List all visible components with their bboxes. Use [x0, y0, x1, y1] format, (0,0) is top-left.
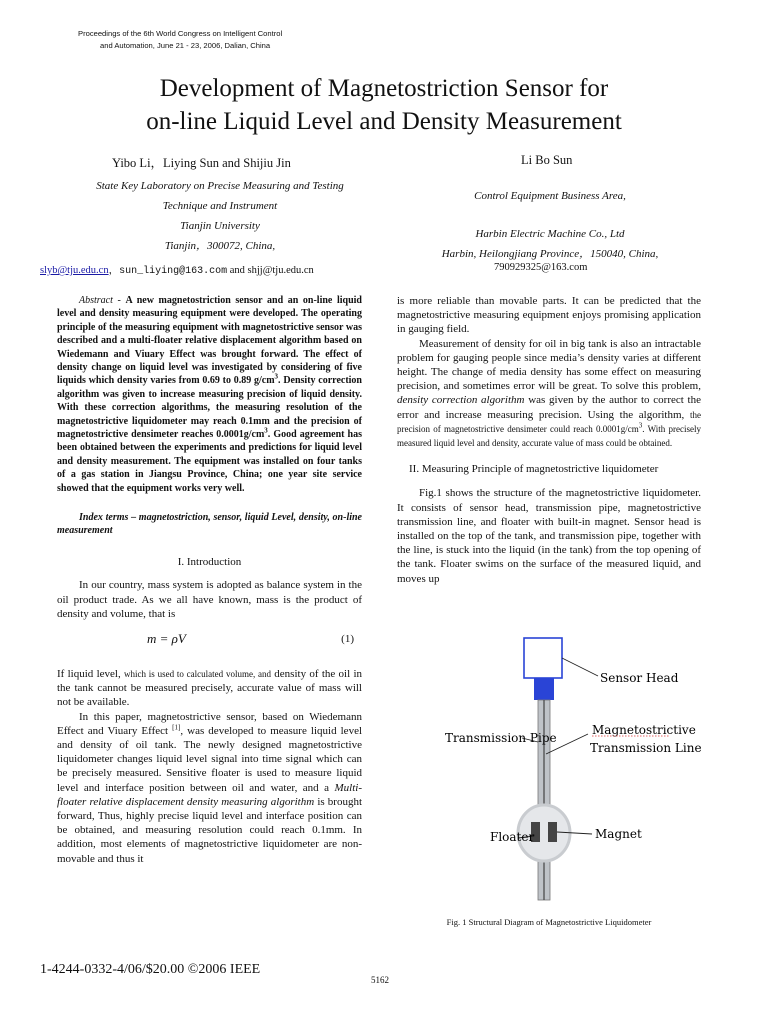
intro-p2-b: density of the oil in the tank cannot be measured precisely, accurate value of mass will not be available.	[57, 667, 363, 709]
sensor-head-box	[524, 638, 562, 678]
section-1-heading: I. Introduction	[177, 556, 242, 569]
label-magnetostrictive-1: Magnetostrictive	[592, 723, 696, 737]
equation-block	[57, 621, 362, 661]
intro-p3-b: , was developed to measure liquid level and density of oil tank. The newly designed magnetostrictive liquidometer changes liquid level signal into time signal which can be precisely measured. Sensitive floater is used to measure liquid level and interface position between oil and water, and a	[57, 724, 363, 794]
page-number: 5162	[371, 975, 389, 985]
affiliation-left-line-2: Technique and Instrument	[162, 200, 278, 212]
affiliation-left-line-3: Tianjin University	[180, 220, 260, 232]
section-2-heading: II. Measuring Principle of magnetostrictive liquidometer	[409, 463, 659, 476]
intro-p2-a: If liquid level,	[57, 667, 125, 680]
emails-left	[40, 262, 314, 277]
figure-1-caption: Fig. 1 Structural Diagram of Magnetostrictive Liquidometer	[446, 917, 652, 927]
liquidometer-diagram	[400, 628, 710, 913]
index-terms: Index terms – magnetostriction, sensor, liquid Level, density, on-line measurement	[57, 512, 362, 537]
right-p2-italic: density correction algorithm	[397, 394, 525, 407]
abstract-text-b: . Density correction algorithm was given to increase measuring precision of liquid density. With these correction algorithms, the measuring resolution of the magnetostrictive liquidometer may reach 0.1mm and the precision of magnetostrictive densimeter reaches 0.0001g/cm	[57, 375, 362, 441]
left-column	[57, 294, 362, 866]
title-line-1: Development of Magnetostriction Sensor for	[159, 75, 609, 102]
sensor-head-cap	[534, 678, 554, 700]
title-line-2: on-line Liquid Level and Density Measurement	[146, 108, 622, 135]
proceedings-line-2: and Automation, June 21 - 23, 2006, Dalian, China	[100, 41, 271, 50]
affiliation-left-line-4: Tianjin，300072, China,	[164, 240, 276, 252]
abstract-sup-2: 3	[264, 426, 268, 435]
right-paragraph-1: is more reliable than movable parts. It can be predicted that the magnetostrictive measuring equipment enjoys promising application in gauging field.	[397, 295, 701, 336]
label-magnet: Magnet	[595, 827, 642, 841]
right-paragraph-3: Fig.1 shows the structure of the magnetostrictive liquidometer. It consists of sensor head, transmission pipe, magnetostrictive transmission line, and floater with built-in magnet. Sensor head is installed on the top of the tank, and transmission pipe, together with the line, is stuck into the liquid (in the tank) from the top opening of the tank. Floater swims on the surface of the measured liquid, and moves up	[397, 487, 701, 585]
right-p2-b: was given by the author to correct the error and increase measuring precision. Using the algorithm,	[397, 394, 701, 421]
equation-number: (1)	[341, 632, 354, 645]
label-sensor-head: Sensor Head	[600, 671, 679, 685]
affiliation-right-line-2: Harbin Electric Machine Co., Ltd	[475, 228, 625, 240]
intro-paragraph-3	[57, 710, 362, 866]
right-paragraph-2	[397, 337, 701, 451]
affiliation-right-line-3: Harbin, Heilongjiang Province，150040, China,	[441, 248, 659, 260]
affiliation-right	[392, 186, 708, 264]
email-3: and shjj@tju.edu.cn	[227, 265, 314, 276]
magnet-right	[548, 822, 557, 842]
abstract-text-c: . Good agreement has been obtained between the experiments and predictions for liquid level and density measurement. The equipment was installed on four tanks of a gas station in Jiangsu Province, China; one year site service showed that the equipment works very well.	[57, 429, 362, 494]
abstract-text-a: A new magnetostriction sensor and an on-line liquid level and density measuring equipment were developed. The operating principle of the measuring equipment with magnetostrictive sensor was described and a multi-floater relative displacement algorithm based on Wiedemann and Viuary Effect was brought forward. The effect of density change on liquid level was investigated by considering of five liquids which density varies from 0.69 to 0.89 g/cm	[57, 295, 362, 387]
abstract	[57, 294, 362, 495]
right-p2-sup: 3	[638, 421, 643, 430]
figure-1	[400, 628, 710, 913]
proceedings-line-1: Proceedings of the 6th World Congress on Intelligent Control	[78, 29, 283, 38]
label-magnetostrictive-2: Transmission Line	[590, 741, 702, 755]
email-right: 790929325@163.com	[494, 262, 588, 273]
authors-right: Li Bo Sun	[521, 153, 573, 167]
paper-title	[40, 72, 728, 138]
right-p2-small: the precision of magnetostrictive densimeter could reach 0.0001g/cm	[397, 409, 701, 434]
label-transmission-pipe: Transmission Pipe	[445, 731, 557, 745]
equation: m = ρV	[147, 630, 186, 646]
affiliation-left-line-1: State Key Laboratory on Precise Measuring and Testing	[96, 180, 344, 192]
affiliation-right-line-1: Control Equipment Business Area,	[474, 190, 626, 202]
copyright-line: 1-4244-0332-4/06/$20.00 ©2006 IEEE	[40, 962, 261, 977]
email-separator: ，	[108, 265, 120, 276]
intro-p3-a: In this paper, magnetostrictive sensor, based on Wiedemann Effect and Viuary Effect	[57, 710, 362, 737]
affiliation-left	[62, 176, 378, 256]
intro-p3-c: is brought forward, Thus, highly precise liquid level and interface position can be obtained, and measuring resolution could reach 0.1mm. In addition, most elements of magnetostrictive liquidometer are non-movable and thus it	[57, 795, 362, 865]
intro-paragraph-2	[57, 667, 362, 710]
leader-sensor-head	[562, 658, 598, 676]
right-p2-small-2: . With precisely measured liquid level and density, accurate value of mass could be obtained.	[397, 423, 701, 449]
label-floater: Floater	[490, 830, 535, 844]
abstract-label: Abstract -	[79, 295, 126, 306]
right-p2-a: Measurement of density for oil in big tank is also an intractable problem for gauging people since media’s density varies at different height. The change of media density has some effect on measuring precision, and sometimes error will be great. To solve this problem,	[397, 337, 701, 393]
intro-p3-italic: Multi-floater relative displacement density measuring algorithm	[57, 781, 362, 808]
email-link-1[interactable]: slyb@tju.edu.cn	[40, 265, 109, 276]
proceedings-header	[78, 28, 282, 52]
abstract-sup-1: 3	[274, 373, 279, 382]
intro-paragraph-1: In our country, mass system is adopted as balance system in the oil product trade. As we all have known, mass is the product of density and volume, that is	[57, 579, 362, 620]
citation-ref: [1]	[172, 723, 181, 732]
email-2: sun_liying@163.com	[119, 266, 228, 277]
right-column	[397, 294, 701, 586]
authors-left: Yibo Li，Liying Sun and Shijiu Jin	[112, 156, 291, 170]
intro-p2-small: which is used to calculated volume, and	[124, 668, 271, 679]
